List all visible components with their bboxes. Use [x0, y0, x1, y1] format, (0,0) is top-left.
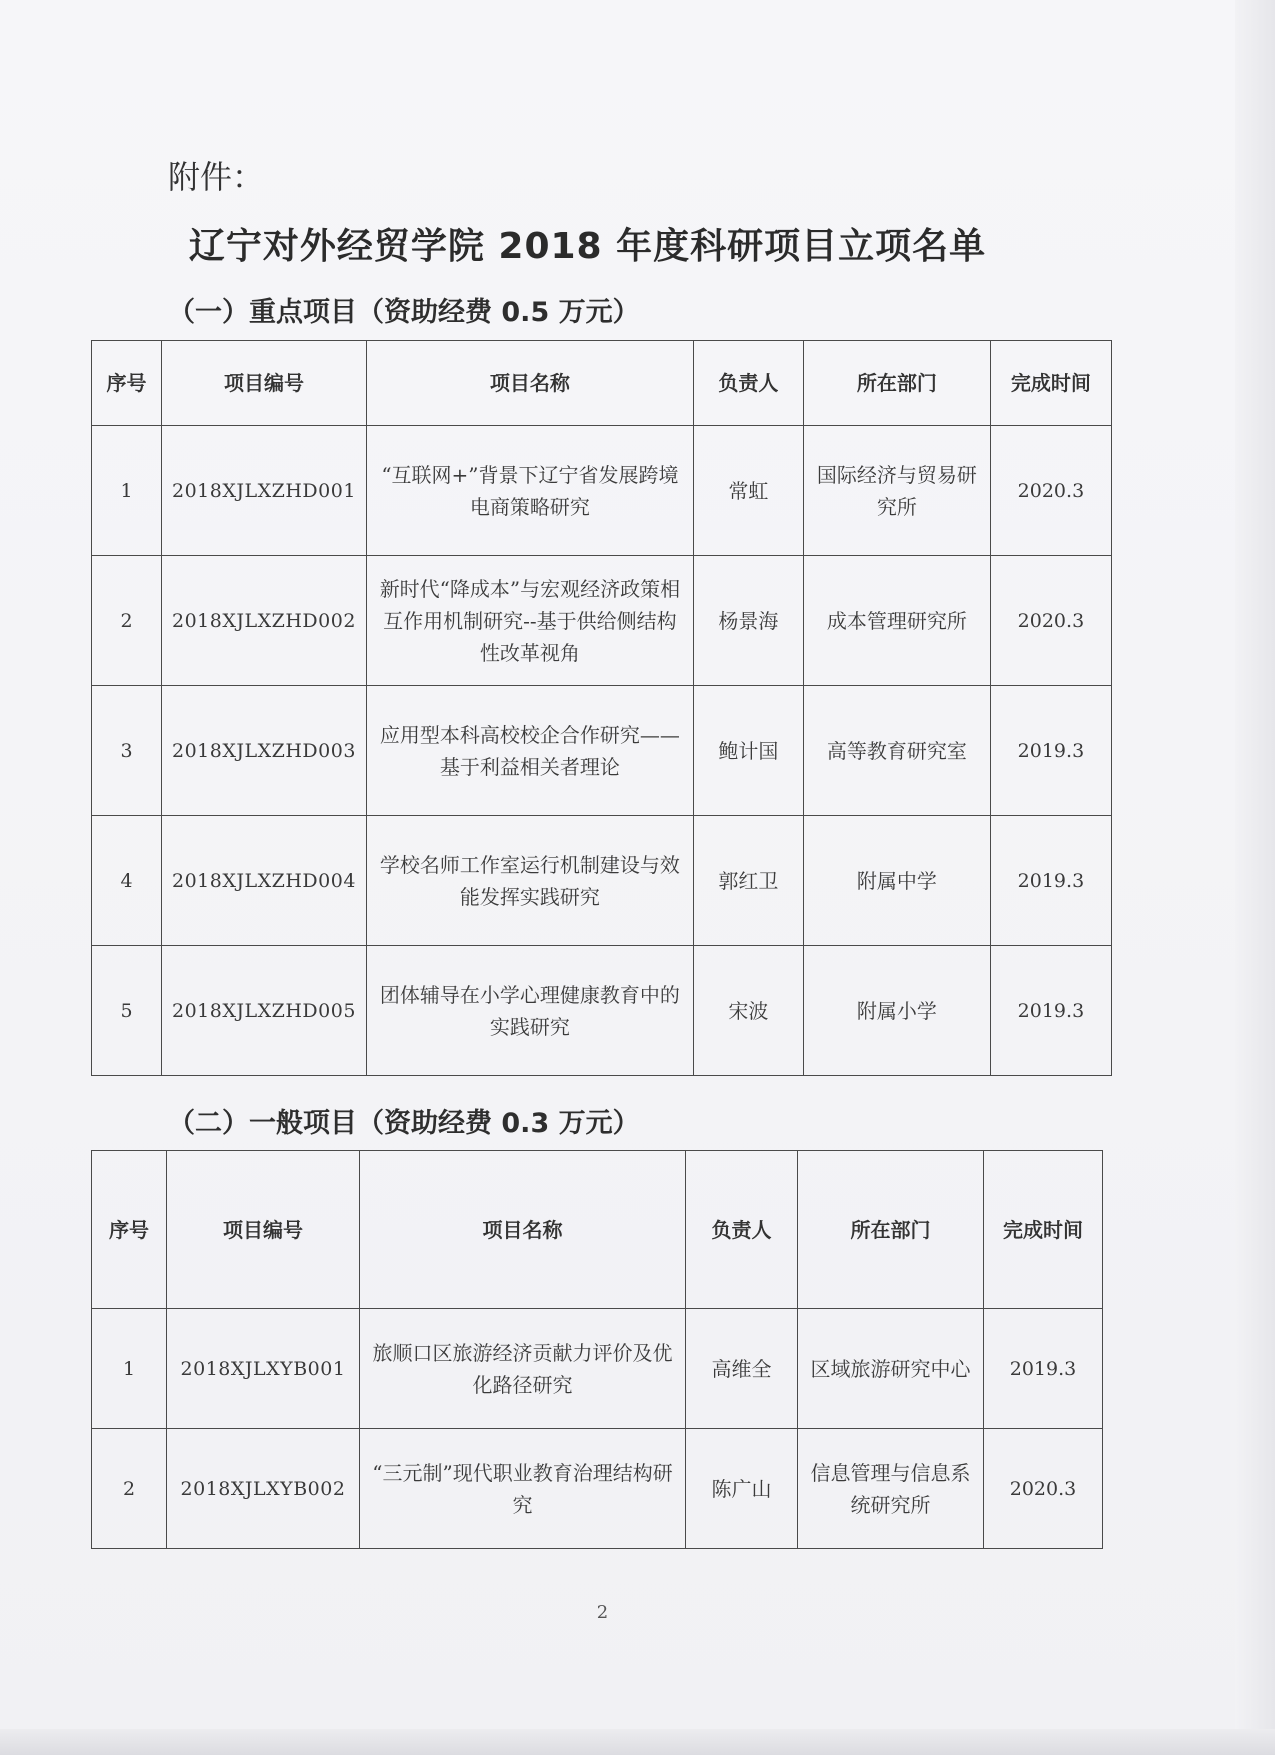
project-lead: 常虹	[693, 426, 803, 556]
project-name: 学校名师工作室运行机制建设与效能发挥实践研究	[366, 816, 693, 946]
project-department: 国际经济与贸易研究所	[803, 426, 990, 556]
row-number: 1	[92, 426, 162, 556]
table-header-row	[92, 341, 1112, 426]
header-cell: 序号	[92, 1151, 167, 1309]
project-department: 成本管理研究所	[803, 556, 990, 686]
header-cell: 项目编号	[162, 341, 367, 426]
project-code: 2018XJLXYB002	[167, 1429, 360, 1549]
row-number: 3	[92, 686, 162, 816]
page-number: 2	[596, 1602, 609, 1623]
project-lead: 郭红卫	[693, 816, 803, 946]
row-number: 4	[92, 816, 162, 946]
scan-edge-shadow	[1235, 0, 1275, 1755]
header-cell: 完成时间	[984, 1151, 1103, 1309]
completion-time: 2020.3	[990, 556, 1111, 686]
table-row	[92, 686, 1112, 816]
table-row	[92, 946, 1112, 1076]
table-row	[92, 426, 1112, 556]
table-header-row	[92, 1151, 1103, 1309]
project-code: 2018XJLXZHD004	[162, 816, 367, 946]
project-department: 高等教育研究室	[803, 686, 990, 816]
project-code: 2018XJLXZHD002	[162, 556, 367, 686]
row-number: 2	[92, 556, 162, 686]
section-heading-key-projects: （一）重点项目（资助经费 0.5 万元）	[168, 297, 640, 328]
header-cell: 项目名称	[366, 341, 693, 426]
header-cell: 序号	[92, 341, 162, 426]
header-cell: 完成时间	[990, 341, 1111, 426]
scan-bottom-shadow	[0, 1729, 1275, 1755]
project-name: 新时代“降成本”与宏观经济政策相互作用机制研究--基于供给侧结构性改革视角	[366, 556, 693, 686]
table-row	[92, 556, 1112, 686]
project-code: 2018XJLXZHD001	[162, 426, 367, 556]
header-cell: 项目名称	[360, 1151, 686, 1309]
table-row	[92, 816, 1112, 946]
project-name: 旅顺口区旅游经济贡献力评价及优化路径研究	[360, 1309, 686, 1429]
table-row	[92, 1429, 1103, 1549]
project-lead: 高维全	[686, 1309, 798, 1429]
project-lead: 鲍计国	[693, 686, 803, 816]
document-title: 辽宁对外经贸学院 2018 年度科研项目立项名单	[188, 226, 987, 267]
key-projects-table	[91, 340, 1112, 1076]
header-cell: 项目编号	[167, 1151, 360, 1309]
project-code: 2018XJLXYB001	[167, 1309, 360, 1429]
completion-time: 2019.3	[990, 816, 1111, 946]
project-name: “互联网+”背景下辽宁省发展跨境电商策略研究	[366, 426, 693, 556]
project-code: 2018XJLXZHD005	[162, 946, 367, 1076]
project-code: 2018XJLXZHD003	[162, 686, 367, 816]
project-department: 附属中学	[803, 816, 990, 946]
row-number: 2	[92, 1429, 167, 1549]
completion-time: 2019.3	[984, 1309, 1103, 1429]
project-lead: 陈广山	[686, 1429, 798, 1549]
table-row	[92, 1309, 1103, 1429]
project-department: 区域旅游研究中心	[798, 1309, 984, 1429]
header-cell: 所在部门	[803, 341, 990, 426]
row-number: 1	[92, 1309, 167, 1429]
header-cell: 所在部门	[798, 1151, 984, 1309]
project-name: “三元制”现代职业教育治理结构研究	[360, 1429, 686, 1549]
section-heading-general-projects: （二）一般项目（资助经费 0.3 万元）	[168, 1108, 640, 1139]
completion-time: 2019.3	[990, 946, 1111, 1076]
attachment-label: 附件：	[168, 158, 265, 196]
completion-time: 2019.3	[990, 686, 1111, 816]
header-cell: 负责人	[686, 1151, 798, 1309]
project-department: 附属小学	[803, 946, 990, 1076]
completion-time: 2020.3	[990, 426, 1111, 556]
general-projects-table	[91, 1150, 1103, 1549]
row-number: 5	[92, 946, 162, 1076]
completion-time: 2020.3	[984, 1429, 1103, 1549]
project-name: 团体辅导在小学心理健康教育中的实践研究	[366, 946, 693, 1076]
project-lead: 杨景海	[693, 556, 803, 686]
header-cell: 负责人	[693, 341, 803, 426]
project-lead: 宋波	[693, 946, 803, 1076]
project-department: 信息管理与信息系统研究所	[798, 1429, 984, 1549]
project-name: 应用型本科高校校企合作研究——基于利益相关者理论	[366, 686, 693, 816]
